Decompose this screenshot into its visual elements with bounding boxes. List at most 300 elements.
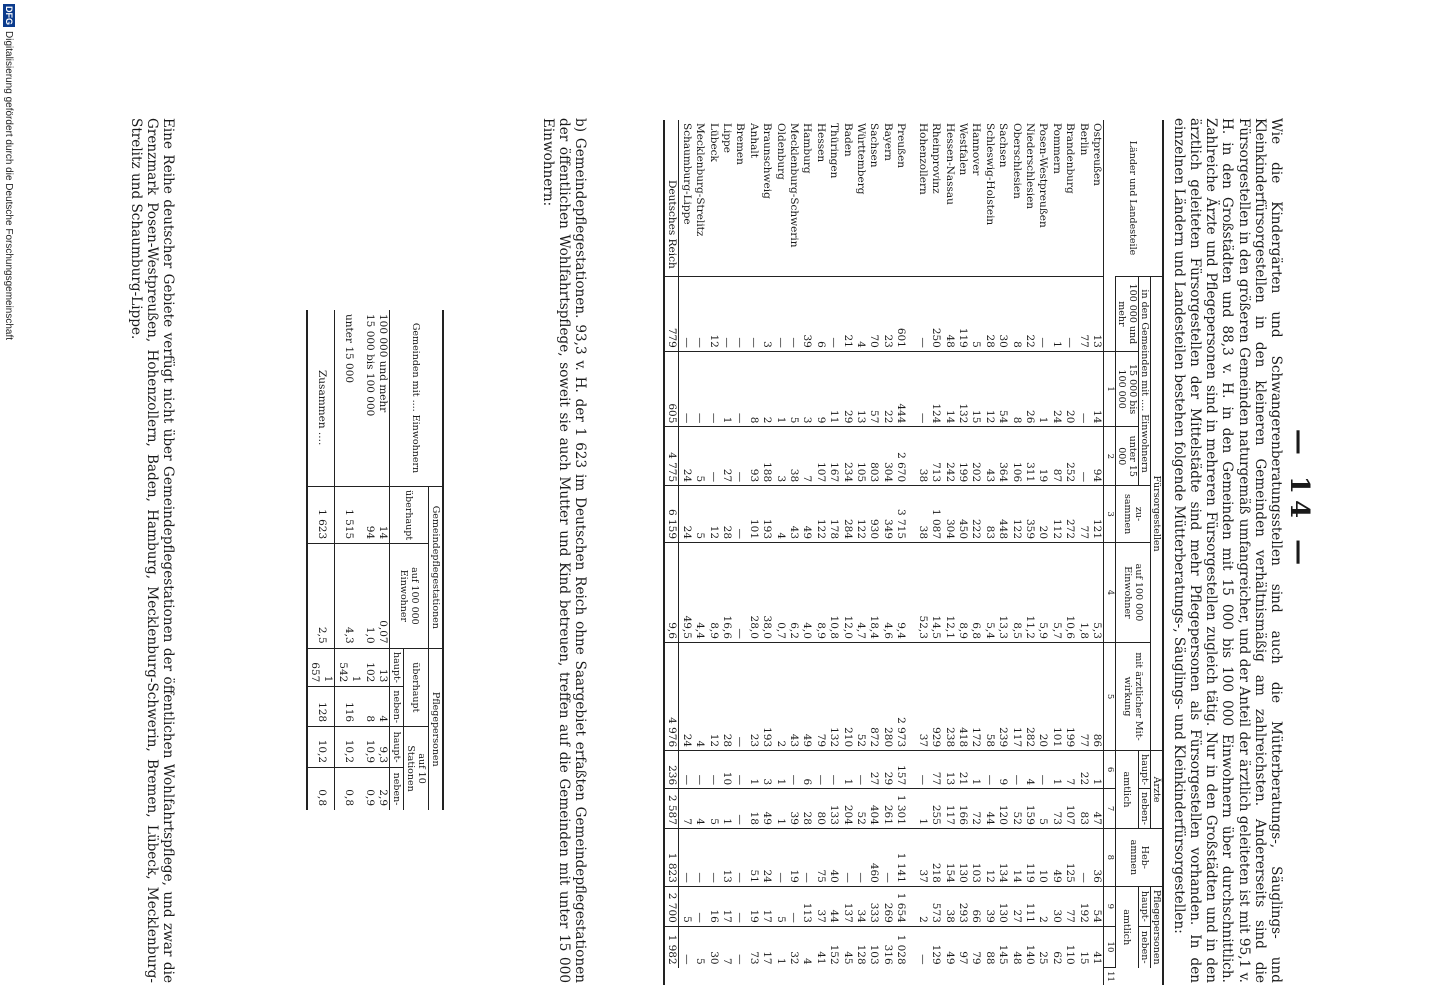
table-row [773,120,786,985]
dfg-credit-bar [0,0,16,1004]
table-cell: 6 [813,277,826,352]
table-cell: 120 [996,789,1009,829]
table-cell: 117 [942,789,955,829]
table-cell: 40 [827,828,840,886]
table-cell: 24 [679,427,693,486]
table-cell: — [840,828,853,886]
table-cell: 1 982 [664,926,679,967]
table-cell: 13 [1090,277,1104,352]
table-cell: 29 [881,751,894,789]
table-cell: — [787,886,800,926]
table-cell: 24 [679,642,693,750]
fuersorgestellen-table [663,120,1164,985]
table-cell: 77 [1076,642,1089,750]
row-land-label: Baden [841,123,854,157]
table-cell: 39 [982,886,995,926]
row-land-label: Posen-Westpreußen [1037,123,1050,228]
table-cell: 9,4 [894,543,907,643]
t2-header-neben-1: neben- [390,687,404,727]
table-cell: 52 [1009,789,1022,829]
table-cell: — [915,751,928,789]
table-cell: — [827,751,840,789]
table-cell: 159 [1023,789,1036,829]
table-cell: 1 [840,751,853,789]
table-cell: 7 [679,789,693,829]
table-cell: 450 [956,486,969,543]
table-cell: 1 [1049,751,1062,789]
table-cell: 444 [894,351,907,427]
table-cell: — [827,277,840,352]
table-cell: — [915,926,928,967]
table-row [996,120,1009,985]
table-cell: 34 [854,886,867,926]
colnum-3: 3 [1104,486,1116,543]
table-cell: — [1076,427,1089,486]
table-cell: 5,7 [1049,543,1062,643]
table-cell: 28 [800,789,813,829]
table-cell: 15 [969,351,982,427]
table-cell: — [733,351,746,427]
table-cell: 1 623 [307,487,335,544]
table-cell: 72 [969,789,982,829]
table-row [929,120,942,985]
table-cell: 28 [720,486,733,543]
table-cell: 1 087 [929,486,942,543]
table-cell: 178 [827,486,840,543]
table-cell: 5,4 [982,543,995,643]
table-cell: 38 [915,486,928,543]
colnum-2: 2 [1104,427,1116,486]
row-land-label: Lippe [721,123,734,153]
table-cell: 132 [956,351,969,427]
table-cell: — [773,828,786,886]
table-cell: 193 [760,642,773,750]
row-land-label: Mecklenburg-Schwerin [788,123,801,248]
table-cell: 30 [996,277,1009,352]
table-cell: 872 [867,642,880,750]
row-land-label: Rheinprovinz [930,123,943,194]
table-cell: 2 670 [894,427,907,486]
header-col2: 15 000 bis 100 000 [1116,351,1139,427]
table-cell: 0,7 [773,543,786,643]
table-cell: 333 [867,886,880,926]
table-cell: 0,9 [362,768,375,810]
table-row [894,120,907,985]
table-row [982,120,995,985]
row-land-label: Mecklenburg-Strelitz [694,123,707,237]
table-cell: 38 [787,427,800,486]
header-land: Länder und Landesteile [1104,120,1164,277]
table-cell: — [787,277,800,352]
table-cell: 20 [1036,642,1049,750]
table-cell: 272 [1063,486,1076,543]
table-cell: 1 [773,751,786,789]
table-cell: 4,0 [800,543,813,643]
table-cell: 24 [760,828,773,886]
table-row [679,120,693,985]
table-cell: 210 [840,642,853,750]
table-cell: 107 [1063,789,1076,829]
table-cell: 284 [840,486,853,543]
table-cell: — [733,926,746,967]
table-cell: 4,6 [881,543,894,643]
table-row [915,120,928,985]
table-row [813,120,826,985]
table-cell: 280 [881,642,894,750]
table-cell: 30 [1049,886,1062,926]
row-land-label: Ostpreußen [1091,123,1103,186]
table-cell: 94 [1090,427,1104,486]
colnum-6: 6 [1104,751,1116,789]
header-auf-100000: auf 100 000 Einwohner [1116,543,1151,643]
row-land-label: Braunschweig [761,123,774,199]
table-cell: 199 [956,427,969,486]
table-cell: 5 [693,926,706,967]
table-cell: 103 [867,926,880,967]
table-cell: 304 [881,427,894,486]
table-cell: 5 [693,427,706,486]
table-cell: 16,6 [720,543,733,643]
table-row [1090,120,1104,985]
table-cell: 130 [996,886,1009,926]
table-cell: 27 [720,427,733,486]
table-cell: 12 [982,351,995,427]
table-row [854,120,867,985]
table-cell: 17 [760,886,773,926]
table-cell: 2 973 [894,642,907,750]
table-cell: 29 [840,351,853,427]
table-cell: 113 [800,886,813,926]
table-cell: 167 [827,427,840,486]
table-cell: 0,07 [376,544,390,648]
row-land-label: Hannover [970,123,983,176]
table-cell: 13 [942,751,955,789]
table-cell: 803 [867,427,880,486]
table-cell: 36 [1090,828,1104,886]
table-cell: 269 [881,886,894,926]
table-cell: 49 [800,642,813,750]
header-hebammen: Heb-ammen [1116,828,1164,886]
colnum-5: 5 [1104,642,1116,750]
header-aerztlich: mit ärztlicher Mit-wirkung [1116,642,1151,750]
table-cell: 12 [706,277,719,352]
table-cell: 2 700 [664,886,679,926]
row-land-label: Schaumburg-Lippe [680,123,693,225]
table-row [969,120,982,985]
table-cell: 23 [881,277,894,352]
table-cell: 94 [362,487,375,544]
table-cell: 154 [942,828,955,886]
table-row [1023,120,1036,985]
table-cell: 4 [693,789,706,829]
table-cell: 2 587 [664,789,679,829]
row-land-label: Lübeck [707,123,720,162]
table-cell: 6,2 [787,543,800,643]
table-cell: 8 [1009,351,1022,427]
table-cell: 4 775 [664,427,679,486]
table-cell: 0,8 [335,768,362,810]
row-category-label: 15 000 bis 100 000 [363,314,376,417]
table-cell: 172 [969,642,982,750]
table-cell: 5,3 [1090,543,1104,643]
table-cell: 75 [813,828,826,886]
table-cell: — [733,642,746,750]
table-cell: 5 [693,486,706,543]
table-cell: 311 [1023,427,1036,486]
table-cell: 49 [800,486,813,543]
table-cell: 8 [1009,277,1022,352]
row-category-label: 100 000 und mehr [377,314,389,413]
table-cell: 25 [1036,926,1049,967]
table-cell: 448 [996,486,1009,543]
table-cell: 12,0 [840,543,853,643]
table-cell: 2 [1036,886,1049,926]
table-cell: 51 [746,828,759,886]
table-cell: — [746,277,759,352]
table-cell: 9 [996,751,1009,789]
table-cell: 460 [867,828,880,886]
row-category-label: unter 15 000 [343,314,356,384]
table-cell: 14 [942,351,955,427]
table-cell: 4,4 [693,543,706,643]
table-cell: 10,2 [335,727,362,768]
header-fuersorgestellen: Fürsorgestellen [1151,277,1164,751]
table-cell: 21 [956,751,969,789]
table-cell: 1 [969,751,982,789]
closing-paragraph: Eine Reihe deutscher Gebiete verfügt nicht über Gemeindepflegestationen der öffentlichen Wohlfahrtspflege, und zwar die Grenzmark Posen-Westpreußen, Hohenzollern, Baden, Hamburg, Mecklenburg-Schwerin, Bremen, Lübeck, Mecklenburg-Strelitz und Schaumburg-Lippe. [127,118,176,983]
colnum-1: 1 [1104,351,1116,427]
row-land-label: Oberschlesien [1010,123,1023,199]
table-cell: 10,9 [362,727,375,768]
table-cell: 70 [867,277,880,352]
table-cell: 101 [1049,642,1062,750]
table-cell: 3 [800,351,813,427]
table-cell: 49,5 [679,543,693,643]
table-cell: 122 [854,486,867,543]
table-cell: 20 [1036,486,1049,543]
table-cell: 4 976 [664,642,679,750]
table-cell: 5 [969,277,982,352]
table-cell: 19 [746,886,759,926]
table-cell: — [679,828,693,886]
table-cell: 121 [1090,486,1104,543]
t2-header-haupt-1: haupt- [390,648,404,687]
table-cell: 41 [813,926,826,967]
table-cell: 145 [996,926,1009,967]
table-cell: 1 [773,926,786,967]
table-cell: 12 [706,642,719,750]
colnum-blank [1104,277,1116,352]
colnum-7: 7 [1104,789,1116,829]
table-cell: 5 [1036,789,1049,829]
dfg-credit-text: Digitalisierung gefördert durch die Deutsche Forschungsgemeinschaft [3,31,14,341]
header-col3: unter 15 000 [1116,427,1139,486]
table-cell: 57 [867,351,880,427]
table-cell: 1 515 [335,487,362,544]
table-cell: 242 [942,427,955,486]
table-cell: 1 823 [664,828,679,886]
table-cell: 88 [982,926,995,967]
table-cell: 111 [1023,886,1036,926]
table-cell: 9 [813,351,826,427]
table-cell: — [915,351,928,427]
section-b-paragraph: b) Gemeindepflegestationen. 93,3 v. H. der 1 623 im Deutschen Reich ohne Saargebiet erfaßten Gemeindepflegestationen der öffentlichen Wohlfahrtspflege, soweit sie auch Mutter und Kind betreuen, treffen auf die Gemeinden mit unter 15 000 Einwohnern: [539,118,588,983]
header-col1: 100 000 und mehr [1116,277,1139,352]
header-gemeinden-mit: in den Gemeinden mit .... Einwohnern [1139,277,1151,486]
table-row [706,120,719,985]
row-land-label: Niederschlesien [1023,123,1036,210]
table-cell: 32 [787,926,800,967]
table-cell: 930 [867,486,880,543]
table-cell: 1 [720,789,733,829]
header-aerzte-neben: neben- [1139,789,1151,829]
table-cell: 137 [840,886,853,926]
table-cell: 1 [1049,277,1062,352]
digitization-footer [0,0,16,1000]
table-cell: 10,6 [1063,543,1076,643]
table-cell: 12,1 [942,543,955,643]
table-cell: 23 [746,642,759,750]
table-cell: 6 [800,751,813,789]
table-cell: 238 [942,642,955,750]
table-cell: 3 [760,277,773,352]
row-land-label: Hessen [814,123,827,163]
table-cell: 119 [956,277,969,352]
table-cell: 255 [929,789,942,829]
table-cell: 87 [1049,427,1062,486]
table-cell: 573 [929,886,942,926]
gemeindepflegestationen-table [306,310,444,810]
table-cell: 86 [1090,642,1104,750]
table-cell: 119 [1023,828,1036,886]
table-row [760,120,773,985]
t2-header-haupt-2: haupt- [390,727,404,768]
table-cell: 13,3 [996,543,1009,643]
table-cell: 22 [1023,277,1036,352]
table-cell: 62 [1049,926,1062,967]
table-cell: 3 [773,427,786,486]
table-cell: 105 [854,427,867,486]
table-cell: 3 [760,751,773,789]
colnum-11: 11 [1104,968,1116,985]
row-gap [907,120,915,985]
table-cell: 97 [956,926,969,967]
table-cell: — [733,751,746,789]
table-cell: — [1076,351,1089,427]
table-cell: 1 [746,751,759,789]
table-cell: 14 [1090,351,1104,427]
header-pflege-amtlich: amtlich [1116,886,1139,967]
table-cell: 20 [1063,351,1076,427]
table-cell: 5 [787,351,800,427]
table-cell: 128 [854,926,867,967]
t2-header-neben-2: neben- [390,768,404,810]
table-cell: 77 [1076,486,1089,543]
table-cell: 601 [894,277,907,352]
table-cell: 4 [773,486,786,543]
table-cell: 24 [1049,351,1062,427]
table-cell: 4,7 [854,543,867,643]
table-cell: 8 [362,687,375,727]
table-cell: 4 [376,687,390,727]
table-cell: 16 [706,886,719,926]
table-cell: — [881,828,894,886]
table-cell: 316 [881,926,894,967]
table-cell: 15 [1076,926,1089,967]
table-cell: 8,9 [706,543,719,643]
table-row [307,310,335,810]
table-cell: 21 [840,277,853,352]
table-cell: — [706,427,719,486]
table-cell: 2 [915,886,928,926]
table-cell: 193 [760,486,773,543]
colnum-4: 4 [1104,543,1116,643]
intro-paragraph: Wie die Kindergärten und Schwangerenberatungsstellen sind auch die Mütterberatungs-, Säuglings- und Kleinkinderfürsorgestellen in den kleineren Gemeinden verhältnismäßig am zahlreichsten. Andererseits sind die Fürsorgestellen in den größeren Gemeinden naturgemäß umfangreicher, und der Anteil der ärztlich geleiteten ist mit 95,1 v. H. in den Großstädten und 88,3 v. H. in den Gemeinden mit 15 000 bis 100 000 Einwohnern über durchschnittlich. Zahlreiche Ärzte und Pflegepersonen sind in mehreren Fürsorgestellen zugleich tätig. Nur in den Großstädten und in den ärztlich geleiteten Fürsorgestellen der Mittelstädte sind mehr Pflegepersonen als Fürsorgestellen vorhanden. In den einzelnen Ländern und Landesteilen bestehen folgende Mütterberatungs-, Säuglings- und Kleinkinderfürsorgestellen: [1170,118,1284,983]
table-cell: 133 [827,789,840,829]
row-land-label: Anhalt [747,123,760,158]
table-cell: 79 [969,926,982,967]
table-cell: 43 [982,427,995,486]
table-cell: 1 657 [307,648,335,687]
table-row [664,120,679,985]
table-cell: 48 [942,277,955,352]
table-cell: 38 [942,886,955,926]
table-cell: 134 [996,828,1009,886]
table-cell: 73 [1049,789,1062,829]
table-cell: 2 [773,642,786,750]
table-cell: 54 [996,351,1009,427]
table-cell: 929 [929,642,942,750]
table-cell: 38,0 [760,543,773,643]
table-cell: 18 [746,789,759,829]
table-cell: 83 [982,486,995,543]
table-cell: 30 [706,926,719,967]
table-cell: — [679,751,693,789]
table-cell: 38 [915,427,928,486]
table-cell: 49 [1049,828,1062,886]
table-cell: 4 [800,926,813,967]
table-row [376,310,390,810]
table-cell: 45 [840,926,853,967]
table-cell: 204 [840,789,853,829]
table-row [1049,120,1062,985]
table-cell: — [854,828,867,886]
row-land-label: Sachsen [868,123,881,168]
table-cell: 17 [760,926,773,967]
row-land-label: Berlin [1077,123,1090,156]
table-cell: 41 [1090,926,1104,967]
table-cell: 13 [720,828,733,886]
table-cell: 83 [1076,789,1089,829]
table-cell: 6 159 [664,486,679,543]
table-cell: 404 [867,789,880,829]
table-cell: — [733,543,746,643]
table-cell: 28,0 [746,543,759,643]
table-cell: 2,9 [376,768,390,810]
t2-header-gemeinden: Gemeinden mit .... Einwohnern [390,310,444,487]
table-cell: — [679,926,693,967]
table-cell: 43 [787,486,800,543]
colnum-9: 9 [1104,886,1116,926]
table-cell: 5,9 [1036,543,1049,643]
table-cell: 13 [376,648,390,687]
table-cell: 117 [1009,642,1022,750]
table-cell: 112 [1049,486,1062,543]
table-cell: 19 [787,828,800,886]
table-cell: 7 [800,427,813,486]
table-cell: 236 [664,751,679,789]
row-land-label: Oldenburg [774,123,787,180]
